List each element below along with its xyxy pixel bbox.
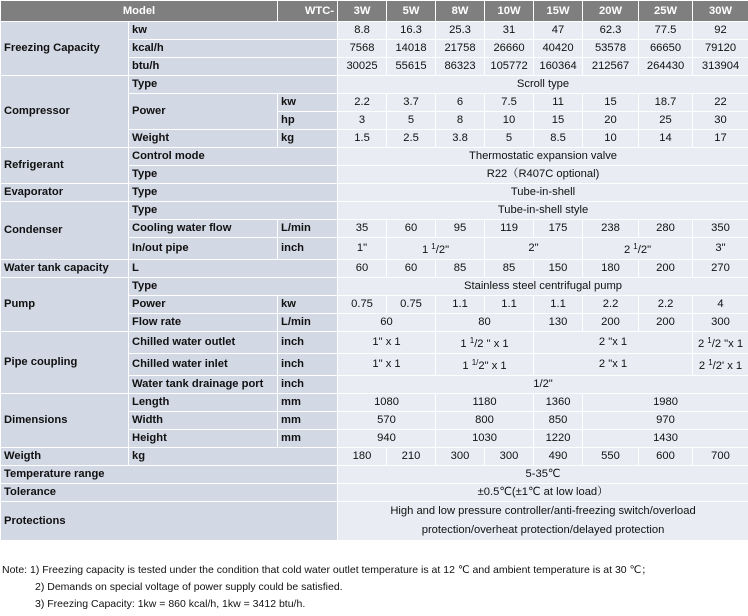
cell: 7568 — [338, 40, 387, 58]
cell: 1.1 — [485, 296, 534, 314]
cell: 5 — [485, 130, 534, 148]
text: 1 — [421, 244, 432, 256]
cell: 62.3 — [583, 22, 639, 40]
type-label: Type — [129, 76, 338, 94]
cell: 3" — [693, 238, 748, 260]
protections-value — [338, 502, 748, 541]
weight-row — [1, 448, 748, 466]
cell: 800 — [436, 412, 534, 430]
cell: 160364 — [534, 58, 583, 76]
control-mode-value: Thermostatic expansion valve — [338, 148, 748, 166]
cell: 85 — [436, 260, 485, 278]
water-tank-label: Water tank capacity — [1, 260, 129, 278]
cell: 2.2 — [639, 296, 693, 314]
in-out-pipe-label: In/out pipe — [129, 238, 278, 260]
cell: 1030 — [436, 430, 534, 448]
cell: 2 "x 1 — [534, 332, 693, 354]
chilled-water-outlet-label: Chilled water outlet — [129, 332, 278, 354]
text: /2" — [637, 244, 652, 256]
unit-label: btu/h — [129, 58, 338, 76]
text: 2" x 1 — [478, 360, 507, 372]
cell: 1" x 1 — [338, 332, 436, 354]
cell: 600 — [639, 448, 693, 466]
cell — [693, 332, 748, 354]
temperature-range-value: 5-35℃ — [338, 466, 748, 484]
compressor-type-row — [1, 76, 748, 94]
unit-label: L/min — [278, 220, 338, 238]
text: 1 — [469, 336, 475, 345]
cell: 2.2 — [338, 94, 387, 112]
cell: 14018 — [387, 40, 436, 58]
series-header: WTC- — [278, 1, 338, 22]
cell: 200 — [583, 314, 639, 332]
unit-label: L — [129, 260, 338, 278]
note-2: 2) Demands on special voltage of power supply could be satisfied. — [35, 581, 343, 593]
text: /2 "x 1 — [711, 338, 744, 350]
tolerance-label: Tolerance — [1, 484, 338, 502]
cell: 86323 — [436, 58, 485, 76]
cell: 40420 — [534, 40, 583, 58]
cell: 60 — [338, 260, 387, 278]
cell: 8.8 — [338, 22, 387, 40]
text: /2 " x 1 — [474, 338, 509, 350]
cell: 1980 — [583, 394, 748, 412]
text: 1 — [431, 242, 436, 251]
cell: 18.7 — [639, 94, 693, 112]
unit-label: kw — [278, 296, 338, 314]
note-1: Note: 1) Freezing capacity is tested under the condition that cold water outlet temperature is at 12 ℃ and ambient temperature is at 30 ℃； — [2, 564, 652, 576]
cell: 280 — [639, 220, 693, 238]
cell — [583, 238, 693, 260]
cell: 0.75 — [387, 296, 436, 314]
model-col: 20W — [583, 1, 639, 22]
condenser-type-row — [1, 202, 748, 220]
temp-range-row — [1, 466, 748, 484]
protections-row — [1, 502, 748, 541]
cell — [693, 354, 748, 376]
condenser-label: Condenser — [1, 202, 129, 260]
cell: 11 — [534, 94, 583, 112]
compressor-label: Compressor — [1, 76, 129, 148]
cell: 0.75 — [338, 296, 387, 314]
dimensions-label: Dimensions — [1, 394, 129, 448]
unit-label: inch — [278, 376, 338, 394]
flow-rate-label: Flow rate — [129, 314, 278, 332]
tolerance-value: ±0.5℃(±1℃ at low load） — [338, 484, 748, 502]
cell: 550 — [583, 448, 639, 466]
model-col: 3W — [338, 1, 387, 22]
coupling-outlet-row — [1, 332, 748, 354]
cell: 53578 — [583, 40, 639, 58]
unit-label: kg — [278, 130, 338, 148]
cell: 490 — [534, 448, 583, 466]
unit-label: mm — [278, 394, 338, 412]
text: /2' x 1 — [712, 360, 743, 372]
cell: 2.2 — [583, 296, 639, 314]
condenser-type-value: Tube-in-shell style — [338, 202, 748, 220]
text: 1/ — [471, 358, 479, 367]
text: 2 — [698, 360, 709, 372]
unit-label: inch — [278, 332, 338, 354]
refrigerant-type-value: R22（R407C optional) — [338, 166, 748, 184]
cell: 119 — [485, 220, 534, 238]
cell: 1.1 — [436, 296, 485, 314]
cell: 15 — [534, 112, 583, 130]
unit-label: hp — [278, 112, 338, 130]
cell: 25.3 — [436, 22, 485, 40]
model-col: 30W — [693, 1, 748, 22]
cell: 212567 — [583, 58, 639, 76]
unit-label: mm — [278, 412, 338, 430]
cell: 77.5 — [639, 22, 693, 40]
tank-row — [1, 260, 748, 278]
cell: 1430 — [583, 430, 748, 448]
cell: 3.7 — [387, 94, 436, 112]
cell: 850 — [534, 412, 583, 430]
length-label: Length — [129, 394, 278, 412]
cell: 1180 — [436, 394, 534, 412]
pump-type-row — [1, 278, 748, 296]
model-col: 15W — [534, 1, 583, 22]
cell: 200 — [639, 260, 693, 278]
cell: 300 — [693, 314, 748, 332]
height-label: Height — [129, 430, 278, 448]
cell: 2.5 — [387, 130, 436, 148]
evaporator-type-value: Tube-in-shell — [338, 184, 748, 202]
text: 1 — [707, 336, 712, 345]
cell: 35 — [338, 220, 387, 238]
type-label: Type — [129, 202, 338, 220]
cell: 1360 — [534, 394, 583, 412]
temperature-range-label: Temperature range — [1, 466, 338, 484]
cell: 300 — [485, 448, 534, 466]
cell: 313904 — [693, 58, 748, 76]
cell: 20 — [583, 112, 639, 130]
compressor-type-value: Scroll type — [338, 76, 748, 94]
cell: 1.1 — [534, 296, 583, 314]
unit-label: kcal/h — [129, 40, 338, 58]
type-label: Type — [129, 278, 338, 296]
unit-label: inch — [278, 354, 338, 376]
cell: 2" — [485, 238, 583, 260]
cell: 970 — [583, 412, 748, 430]
cell: 66650 — [639, 40, 693, 58]
cell: 25 — [639, 112, 693, 130]
model-col: 10W — [485, 1, 534, 22]
cell: 15 — [583, 94, 639, 112]
text: 1 — [708, 358, 713, 367]
unit-label: kg — [129, 448, 338, 466]
pump-label: Pump — [1, 278, 129, 332]
cell: 4 — [693, 296, 748, 314]
cell: 1220 — [534, 430, 583, 448]
cell: 238 — [583, 220, 639, 238]
cell: 10 — [583, 130, 639, 148]
note-3: 3) Freezing Capacity: 1kw = 860 kcal/h, 1kw = 3412 btu/h. — [35, 598, 306, 610]
cell — [436, 354, 534, 376]
cell: 47 — [534, 22, 583, 40]
drainage-port-value: 1/2" — [338, 376, 748, 394]
cell: 17 — [693, 130, 748, 148]
text: /2" — [435, 244, 450, 256]
unit-label: kw — [129, 22, 338, 40]
cell: 940 — [338, 430, 436, 448]
evaporator-label: Evaporator — [1, 184, 129, 202]
unit-label: L/min — [278, 314, 338, 332]
cell: 3 — [338, 112, 387, 130]
cell: 16.3 — [387, 22, 436, 40]
cell: 60 — [387, 220, 436, 238]
cell: 3.8 — [436, 130, 485, 148]
cell: 8 — [436, 112, 485, 130]
cell: 150 — [534, 260, 583, 278]
width-label: Width — [129, 412, 278, 430]
cell: 1.5 — [338, 130, 387, 148]
text: 1 — [462, 360, 472, 372]
protections-label: Protections — [1, 502, 338, 541]
text: 2 — [623, 244, 634, 256]
weight-label: Weigth — [1, 448, 129, 466]
notes — [2, 562, 652, 613]
cell: 300 — [436, 448, 485, 466]
freezing-capacity-label: Freezing Capacity — [1, 22, 129, 76]
cell: 30 — [693, 112, 748, 130]
model-col: 25W — [639, 1, 693, 22]
cell: 270 — [693, 260, 748, 278]
cell: 105772 — [485, 58, 534, 76]
unit-label: mm — [278, 430, 338, 448]
pump-type-value: Stainless steel centrifugal pump — [338, 278, 748, 296]
drainage-port-label: Water tank drainage port — [129, 376, 278, 394]
cell: 210 — [387, 448, 436, 466]
model-col: 8W — [436, 1, 485, 22]
cell: 22 — [693, 94, 748, 112]
protections-line-2: protection/overheat protection/delayed protection — [421, 524, 665, 536]
refrigerant-label: Refrigerant — [1, 148, 129, 184]
cell: 31 — [485, 22, 534, 40]
cell: 180 — [338, 448, 387, 466]
cell: 80 — [436, 314, 534, 332]
header-row — [1, 1, 748, 22]
freezing-kw-row — [1, 22, 748, 40]
protections-line-1: High and low pressure controller/anti-freezing switch/overload — [390, 505, 696, 517]
cell: 55615 — [387, 58, 436, 76]
control-mode-label: Control mode — [129, 148, 338, 166]
pipe-coupling-label: Pipe coupling — [1, 332, 129, 394]
text: 2 — [697, 338, 708, 350]
refrigerant-control-row — [1, 148, 748, 166]
unit-label: inch — [278, 238, 338, 260]
cell: 570 — [338, 412, 436, 430]
text: 1 — [633, 242, 638, 251]
cell: 264430 — [639, 58, 693, 76]
model-header: Model — [1, 1, 278, 22]
cell: 85 — [485, 260, 534, 278]
type-label: Type — [129, 184, 338, 202]
cell — [436, 332, 534, 354]
unit-label: kw — [278, 94, 338, 112]
dimensions-length-row — [1, 394, 748, 412]
weight-label: Weight — [129, 130, 278, 148]
cell: 8.5 — [534, 130, 583, 148]
cell: 60 — [387, 260, 436, 278]
cell: 26660 — [485, 40, 534, 58]
chilled-water-inlet-label: Chilled water inlet — [129, 354, 278, 376]
cell: 1" — [338, 238, 387, 260]
type-label: Type — [129, 166, 338, 184]
cell: 7.5 — [485, 94, 534, 112]
cell: 130 — [534, 314, 583, 332]
tolerance-row — [1, 484, 748, 502]
power-label: Power — [129, 296, 278, 314]
text: 1 — [460, 338, 470, 350]
cell: 21758 — [436, 40, 485, 58]
cell: 5 — [387, 112, 436, 130]
cell: 60 — [338, 314, 436, 332]
model-col: 5W — [387, 1, 436, 22]
cell: 79120 — [693, 40, 748, 58]
cell: 200 — [639, 314, 693, 332]
power-label: Power — [129, 94, 278, 130]
cell: 700 — [693, 448, 748, 466]
cell: 30025 — [338, 58, 387, 76]
cell: 92 — [693, 22, 748, 40]
cell: 10 — [485, 112, 534, 130]
evaporator-row — [1, 184, 748, 202]
cell: 2 "x 1 — [534, 354, 693, 376]
cell — [387, 238, 485, 260]
cell: 350 — [693, 220, 748, 238]
cooling-water-flow-label: Cooling water flow — [129, 220, 278, 238]
cell: 95 — [436, 220, 485, 238]
cell: 175 — [534, 220, 583, 238]
cell: 14 — [639, 130, 693, 148]
cell: 180 — [583, 260, 639, 278]
cell: 1" x 1 — [338, 354, 436, 376]
cell: 6 — [436, 94, 485, 112]
cell: 1080 — [338, 394, 436, 412]
